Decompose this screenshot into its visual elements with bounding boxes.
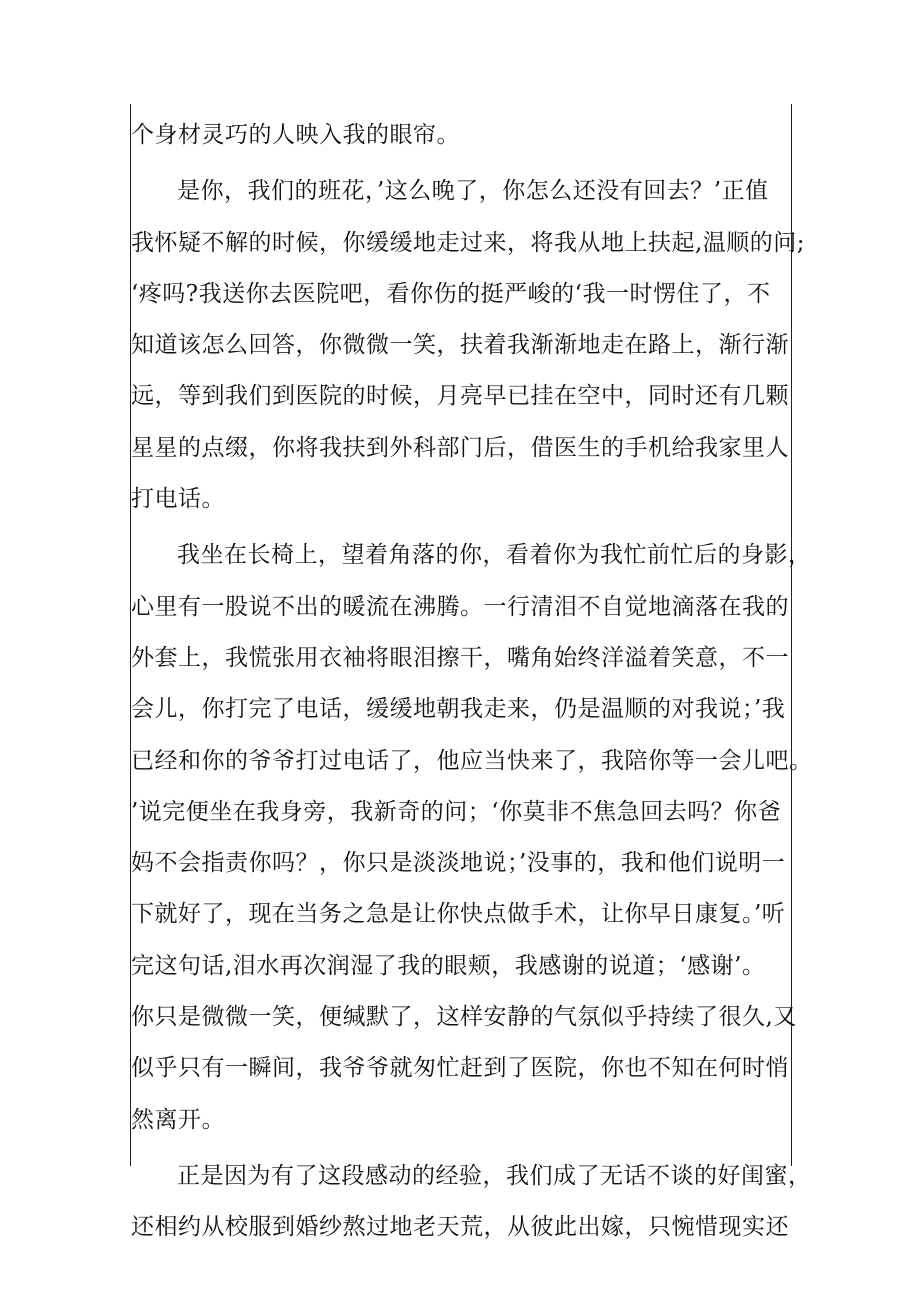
text-line: 知道该怎么回答，你微微一笑，扶着我渐渐地走在路上，渐行渐 bbox=[131, 332, 789, 359]
document-body bbox=[131, 110, 813, 1254]
text-line: 个身材灵巧的人映入我的眼帘。 bbox=[131, 122, 460, 148]
text-line: 星星的点缀，你将我扶到外科部门后，借医生的手机给我家里人 bbox=[131, 434, 789, 461]
text-line: 正是因为有了这段感动的经验，我们成了无话不谈的好闺蜜， bbox=[177, 1162, 812, 1189]
text-line: 会儿，你打完了电话，缓缓地朝我走来，仍是温顺的对我说；’我 bbox=[131, 696, 786, 723]
text-line: 外套上，我慌张用衣袖将眼泪擦干，嘴角始终洋溢着笑意，不一 bbox=[131, 644, 789, 671]
paragraph-4 bbox=[131, 1151, 812, 1254]
text-line: 完这句话,泪水再次润湿了我的眼颊，我感谢的说道；‘感谢’。 bbox=[131, 952, 766, 979]
text-line: 已经和你的爷爷打过电话了，他应当快来了，我陪你等一会儿吧。 bbox=[131, 747, 813, 774]
paragraph-1 bbox=[131, 110, 790, 161]
text-line: 心里有一股说不出的暖流在沸腾。一行清泪不自觉地滴落在我的 bbox=[131, 593, 789, 620]
text-line: ‘疼吗?我送你去医院吧，看你伤的挺严峻的‘我一时愣住了，不 bbox=[131, 280, 771, 307]
paragraph-3 bbox=[131, 530, 813, 1146]
text-line: 是你，我们的班花，’这么晚了，你怎么还没有回去？’正值 bbox=[177, 178, 769, 205]
text-line: 然离开。 bbox=[131, 1106, 225, 1133]
text-line: 妈不会指责你吗？，你只是淡淡地说；’没事的，我和他们说明一 bbox=[131, 850, 786, 877]
text-line: 我怀疑不解的时候，你缓缓地走过来，将我从地上扶起,温顺的问; bbox=[131, 229, 806, 256]
text-line: 我坐在长椅上，望着角落的你，看着你为我忙前忙后的身影， bbox=[177, 542, 812, 569]
text-line: 远，等到我们到医院的时候，月亮早已挂在空中，同时还有几颗 bbox=[131, 383, 789, 410]
text-line: ’说完便坐在我身旁，我新奇的问；‘你莫非不焦急回去吗？你爸 bbox=[131, 798, 782, 825]
text-line: 打电话。 bbox=[131, 486, 225, 513]
text-line: 似乎只有一瞬间，我爷爷就匆忙赶到了医院，你也不知在何时悄 bbox=[131, 1055, 789, 1082]
paragraph-2 bbox=[131, 166, 806, 525]
text-line: 下就好了，现在当务之急是让你快点做手术，让你早日康复。’听 bbox=[131, 901, 786, 928]
text-line: 你只是微微一笑，便缄默了，这样安静的气氛似乎持续了很久,又 bbox=[131, 1004, 797, 1031]
text-line: 还相约从校服到婚纱熬过地老天荒，从彼此出嫁，只惋惜现实还 bbox=[131, 1214, 789, 1241]
